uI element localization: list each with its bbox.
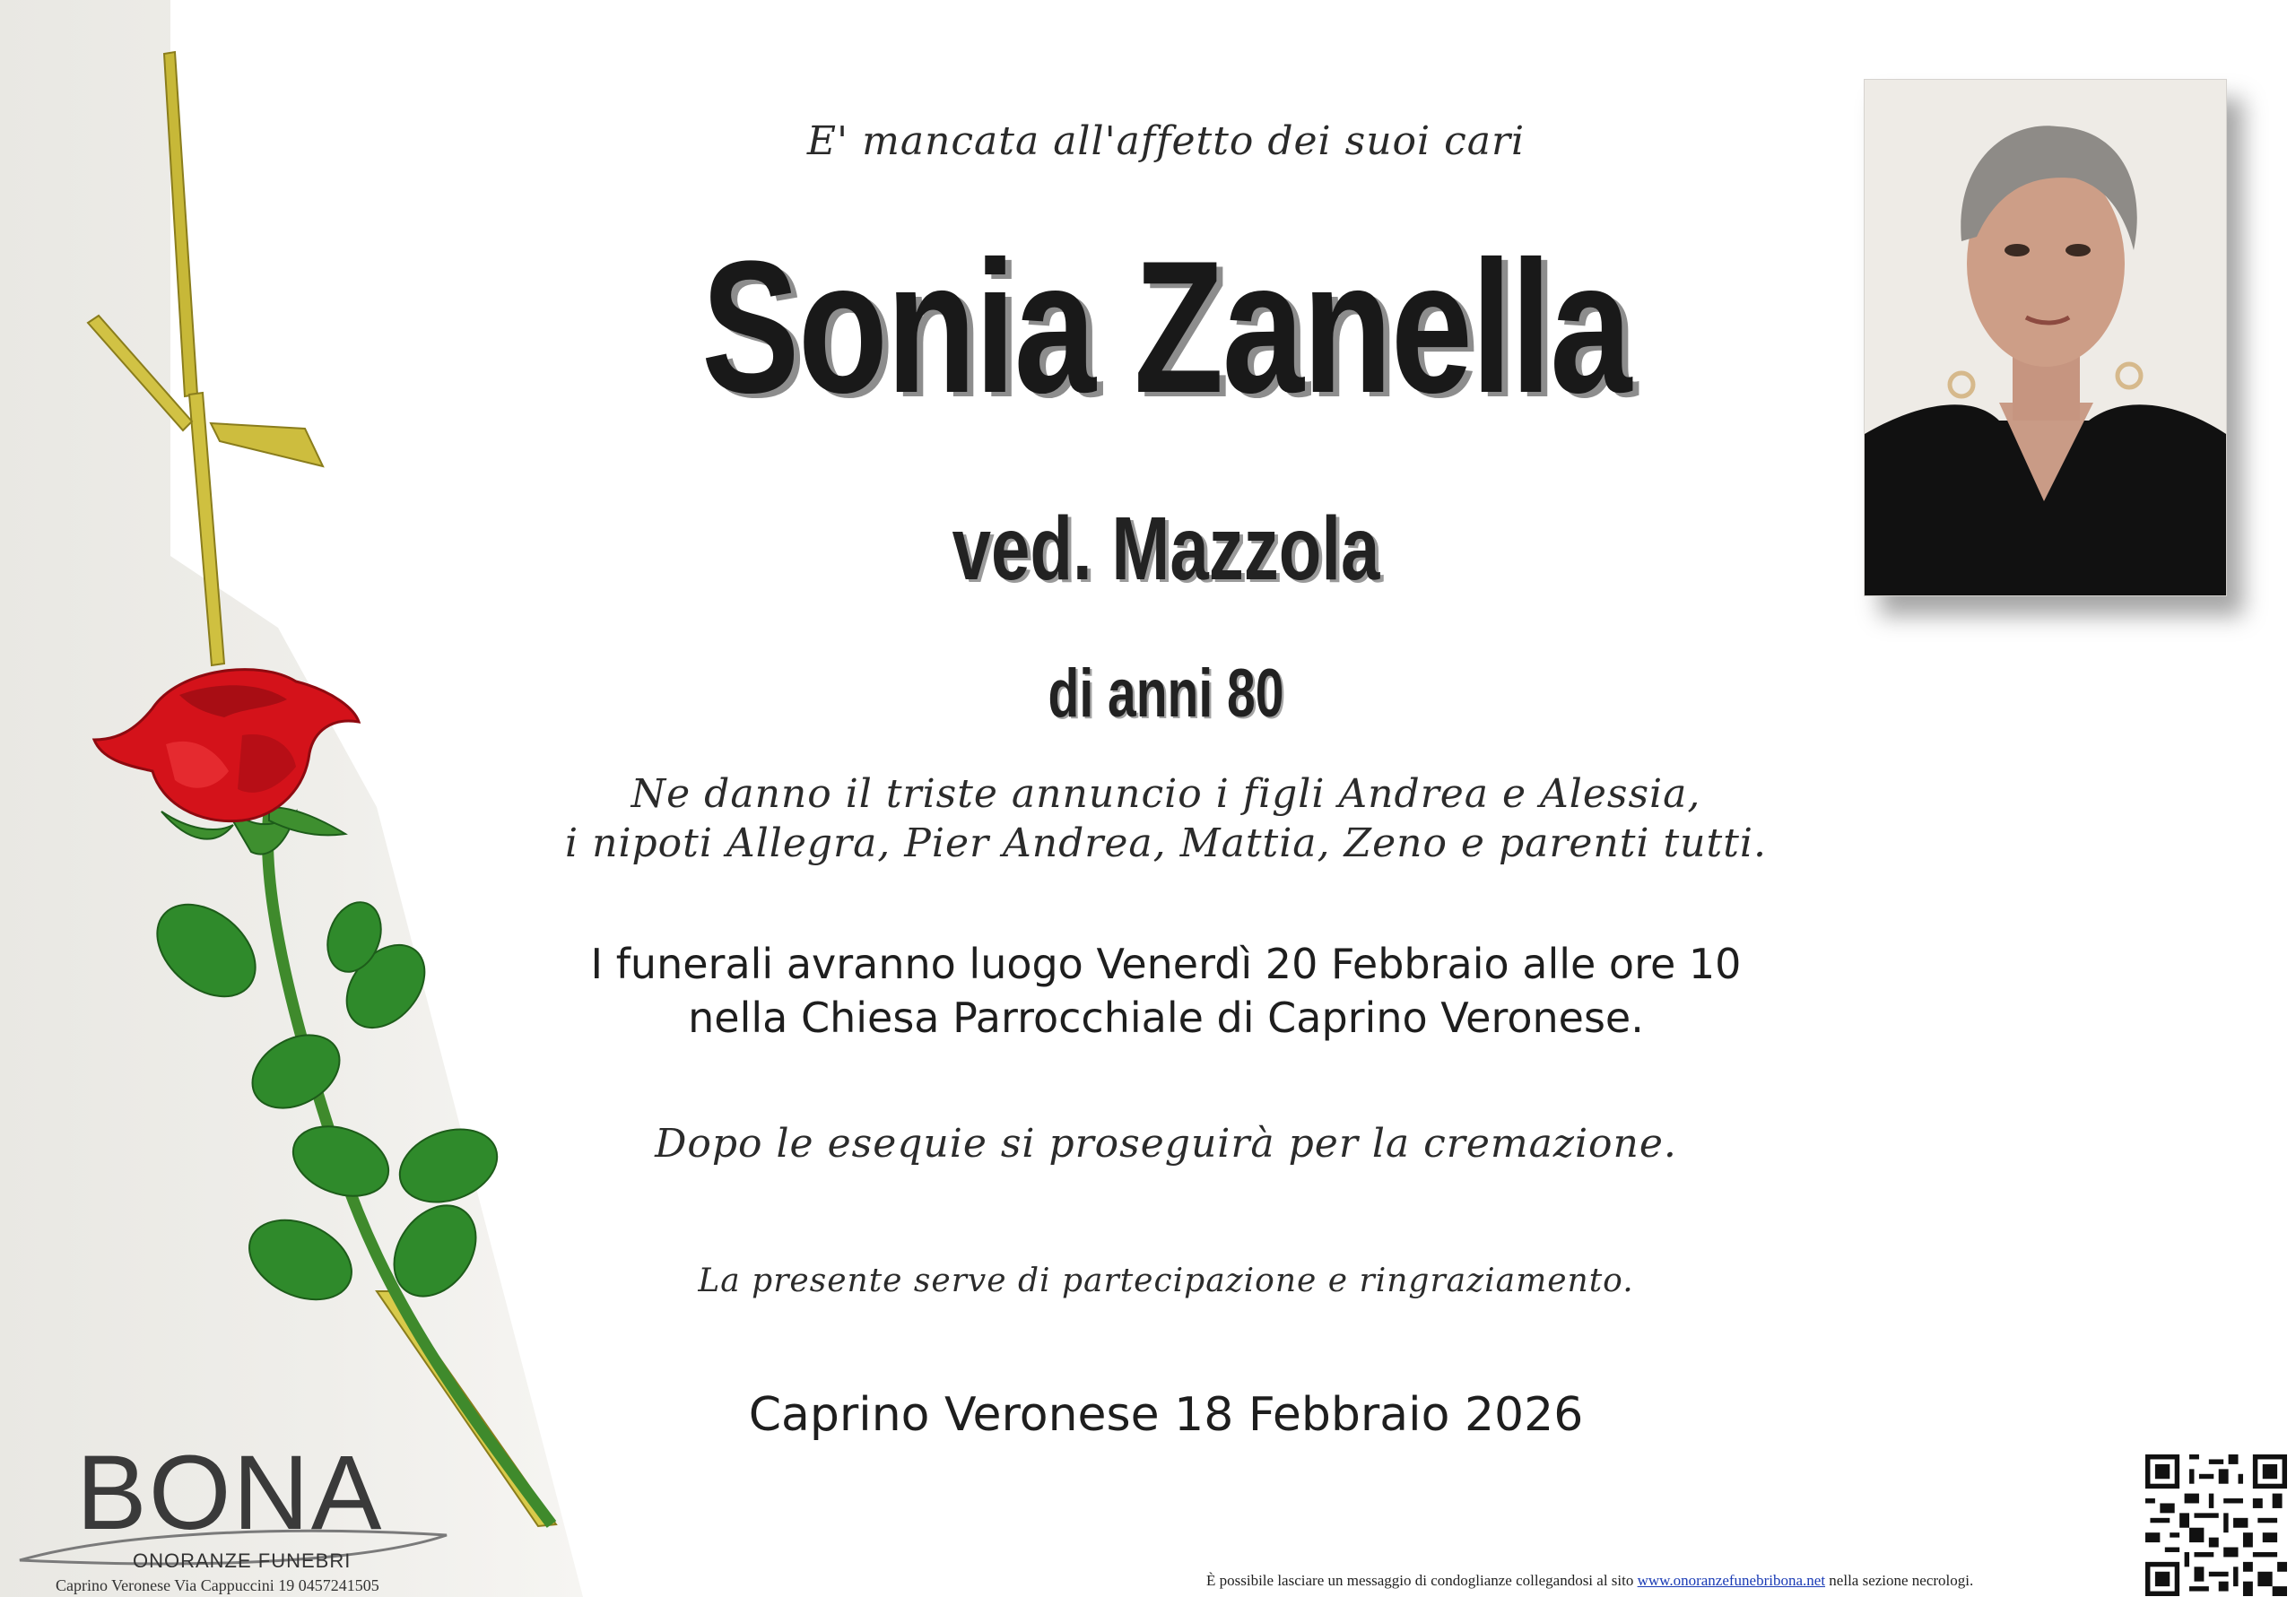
announcement-line-1: Ne danno il triste annuncio i figli Andrea e Alessia,: [631, 771, 1701, 817]
funeral-line-1: I funerali avranno luogo Venerdì 20 Febbraio alle ore 10: [590, 940, 1742, 988]
announcement: [502, 769, 1830, 868]
rose-icon: [94, 670, 359, 821]
logo-name: BONA: [76, 1434, 384, 1552]
intro-text: E' mancata all'affetto dei suoi cari: [806, 118, 1526, 164]
cross-icon: [88, 52, 556, 1526]
funeral-info: [502, 937, 1830, 1045]
cross-and-rose-decoration: [0, 0, 583, 1597]
logo-address: Caprino Veronese Via Cappuccini 19 0457241505: [56, 1576, 379, 1594]
funeral-home-logo: [18, 1435, 457, 1596]
thanks-note: La presente serve di partecipazione e ringraziamento.: [698, 1263, 1634, 1299]
deceased-name: Sonia Zanella: [701, 221, 1631, 432]
website-link[interactable]: www.onoranzefunebribona.net: [1637, 1572, 1826, 1589]
widow-of: ved. Mazzola: [952, 499, 1380, 599]
cremation-note: Dopo le esequie si proseguirà per la cremazione.: [655, 1121, 1677, 1167]
logo-subtitle: ONORANZE FUNEBRI: [133, 1549, 352, 1572]
footer-note: [1206, 1572, 1973, 1590]
announcement-line-2: i nipoti Allegra, Pier Andrea, Mattia, Zeno e parenti tutti.: [565, 820, 1767, 866]
age: di anni 80: [1048, 655, 1284, 732]
place-date: Caprino Veronese 18 Febbraio 2026: [748, 1388, 1584, 1442]
portrait-photo: [1864, 79, 2227, 596]
footer-note-end: nella sezione necrologi.: [1825, 1572, 1974, 1589]
footer-note-text: È possibile lasciare un messaggio di condoglianze collegandosi al sito: [1206, 1572, 1638, 1589]
qr-code-icon[interactable]: [2145, 1454, 2287, 1596]
funeral-line-2: nella Chiesa Parrocchiale di Caprino Veronese.: [688, 994, 1644, 1042]
portrait-illustration: [1865, 80, 2226, 595]
